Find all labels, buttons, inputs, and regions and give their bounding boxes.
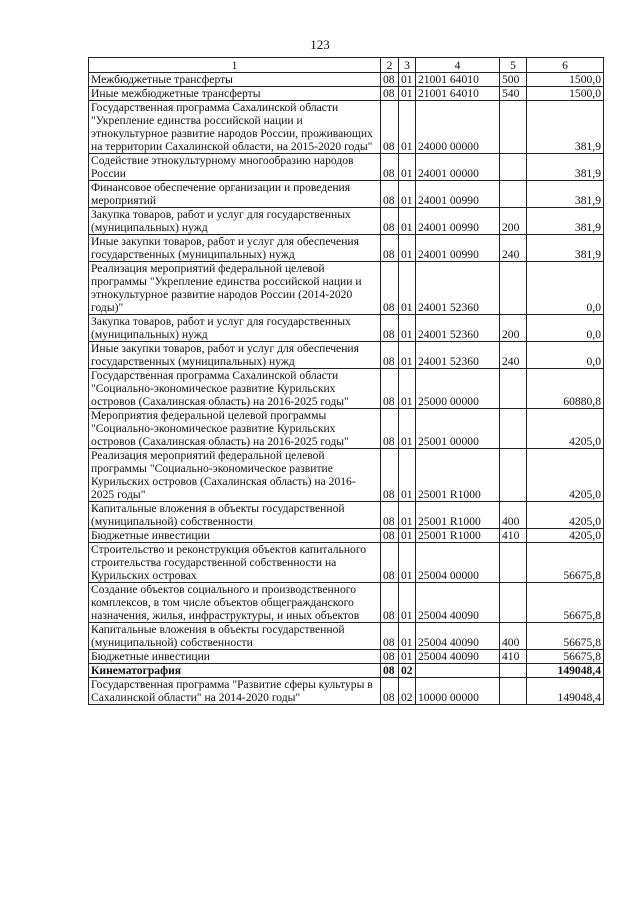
expense-type-cell bbox=[500, 181, 527, 208]
subsection-code-cell: 02 bbox=[399, 678, 416, 705]
expense-type-cell bbox=[500, 409, 527, 449]
subsection-code-cell: 01 bbox=[399, 101, 416, 154]
table-row bbox=[89, 87, 604, 101]
amount-cell: 56675,8 bbox=[527, 623, 604, 650]
subsection-code-cell: 01 bbox=[399, 623, 416, 650]
section-code-cell: 08 bbox=[381, 583, 399, 623]
subsection-code-cell: 01 bbox=[399, 529, 416, 543]
expense-type-cell bbox=[500, 449, 527, 502]
amount-cell: 4205,0 bbox=[527, 409, 604, 449]
amount-cell: 0,0 bbox=[527, 315, 604, 342]
section-code-cell: 08 bbox=[381, 529, 399, 543]
subsection-code-cell: 01 bbox=[399, 262, 416, 315]
expense-type-cell bbox=[500, 101, 527, 154]
table-row bbox=[89, 409, 604, 449]
section-code-cell: 08 bbox=[381, 664, 399, 678]
row-name-cell: Мероприятия федеральной целевой программы "Социально-экономическое развитие Курильских островов (Сахалинская область) на 2016-2025 годы" bbox=[89, 409, 381, 449]
section-code-cell: 08 bbox=[381, 449, 399, 502]
amount-cell: 381,9 bbox=[527, 181, 604, 208]
column-number-row bbox=[89, 58, 604, 73]
amount-cell: 149048,4 bbox=[527, 678, 604, 705]
target-article-cell: 25004 00000 bbox=[416, 543, 500, 583]
row-name-cell: Капитальные вложения в объекты государственной (муниципальной) собственности bbox=[89, 502, 381, 529]
section-code-cell: 08 bbox=[381, 369, 399, 409]
table-row bbox=[89, 664, 604, 678]
target-article-cell bbox=[416, 664, 500, 678]
subsection-code-cell: 01 bbox=[399, 154, 416, 181]
section-code-cell: 08 bbox=[381, 623, 399, 650]
section-code-cell: 08 bbox=[381, 342, 399, 369]
table-row bbox=[89, 154, 604, 181]
expense-type-cell: 400 bbox=[500, 502, 527, 529]
budget-table bbox=[88, 57, 604, 705]
section-code-cell: 08 bbox=[381, 101, 399, 154]
section-code-cell: 08 bbox=[381, 208, 399, 235]
row-name-cell: Капитальные вложения в объекты государственной (муниципальной) собственности bbox=[89, 623, 381, 650]
section-code-cell: 08 bbox=[381, 181, 399, 208]
row-name-cell: Государственная программа Сахалинской области "Социально-экономическое развитие Курильских островов (Сахалинская область) на 2016-2025 годы" bbox=[89, 369, 381, 409]
amount-cell: 381,9 bbox=[527, 235, 604, 262]
target-article-cell: 10000 00000 bbox=[416, 678, 500, 705]
amount-cell: 1500,0 bbox=[527, 73, 604, 87]
target-article-cell: 21001 64010 bbox=[416, 73, 500, 87]
amount-cell: 4205,0 bbox=[527, 529, 604, 543]
table-row bbox=[89, 543, 604, 583]
section-code-cell: 08 bbox=[381, 502, 399, 529]
target-article-cell: 24001 00990 bbox=[416, 208, 500, 235]
amount-cell: 381,9 bbox=[527, 154, 604, 181]
row-name-cell: Иные межбюджетные трансферты bbox=[89, 87, 381, 101]
row-name-cell: Межбюджетные трансферты bbox=[89, 73, 381, 87]
expense-type-cell: 240 bbox=[500, 342, 527, 369]
target-article-cell: 24000 00000 bbox=[416, 101, 500, 154]
expense-type-cell bbox=[500, 664, 527, 678]
expense-type-cell bbox=[500, 543, 527, 583]
expense-type-cell: 200 bbox=[500, 208, 527, 235]
section-code-cell: 08 bbox=[381, 235, 399, 262]
amount-cell: 56675,8 bbox=[527, 543, 604, 583]
target-article-cell: 25001 R1000 bbox=[416, 529, 500, 543]
target-article-cell: 24001 00000 bbox=[416, 154, 500, 181]
row-name-cell: Государственная программа "Развитие сферы культуры в Сахалинской области" на 2014-2020 годы" bbox=[89, 678, 381, 705]
column-header: 5 bbox=[500, 58, 527, 73]
section-code-cell: 08 bbox=[381, 73, 399, 87]
column-header: 3 bbox=[399, 58, 416, 73]
amount-cell: 60880,8 bbox=[527, 369, 604, 409]
subsection-code-cell: 01 bbox=[399, 342, 416, 369]
amount-cell: 0,0 bbox=[527, 262, 604, 315]
expense-type-cell bbox=[500, 678, 527, 705]
amount-cell: 56675,8 bbox=[527, 650, 604, 664]
expense-type-cell: 200 bbox=[500, 315, 527, 342]
target-article-cell: 24001 00990 bbox=[416, 235, 500, 262]
row-name-cell: Государственная программа Сахалинской области "Укрепление единства российской нации и этнокультурное развитие народов России, проживающих на территории Сахалинской области, на 2015-2020 годы" bbox=[89, 101, 381, 154]
table-row bbox=[89, 101, 604, 154]
section-code-cell: 08 bbox=[381, 543, 399, 583]
table-row bbox=[89, 369, 604, 409]
subsection-code-cell: 01 bbox=[399, 235, 416, 262]
expense-type-cell: 500 bbox=[500, 73, 527, 87]
expense-type-cell bbox=[500, 262, 527, 315]
target-article-cell: 25001 R1000 bbox=[416, 502, 500, 529]
column-header: 1 bbox=[89, 58, 381, 73]
row-name-cell: Реализация мероприятий федеральной целевой программы "Укрепление единства российской нации и этнокультурное развитие народов России (2014-2020 годы)" bbox=[89, 262, 381, 315]
amount-cell: 381,9 bbox=[527, 208, 604, 235]
amount-cell: 149048,4 bbox=[527, 664, 604, 678]
row-name-cell: Иные закупки товаров, работ и услуг для обеспечения государственных (муниципальных) нужд bbox=[89, 235, 381, 262]
table-row bbox=[89, 208, 604, 235]
row-name-cell: Финансовое обеспечение организации и проведения мероприятий bbox=[89, 181, 381, 208]
subsection-code-cell: 01 bbox=[399, 409, 416, 449]
target-article-cell: 24001 52360 bbox=[416, 262, 500, 315]
subsection-code-cell: 01 bbox=[399, 650, 416, 664]
row-name-cell: Кинематография bbox=[89, 664, 381, 678]
expense-type-cell: 410 bbox=[500, 650, 527, 664]
subsection-code-cell: 01 bbox=[399, 369, 416, 409]
target-article-cell: 25004 40090 bbox=[416, 650, 500, 664]
subsection-code-cell: 01 bbox=[399, 181, 416, 208]
section-code-cell: 08 bbox=[381, 650, 399, 664]
table-row bbox=[89, 449, 604, 502]
expense-type-cell: 400 bbox=[500, 623, 527, 650]
expense-type-cell: 410 bbox=[500, 529, 527, 543]
section-code-cell: 08 bbox=[381, 678, 399, 705]
amount-cell: 4205,0 bbox=[527, 502, 604, 529]
expense-type-cell bbox=[500, 583, 527, 623]
page-number: 123 bbox=[310, 37, 330, 52]
table-row bbox=[89, 73, 604, 87]
table-row bbox=[89, 678, 604, 705]
subsection-code-cell: 01 bbox=[399, 583, 416, 623]
section-code-cell: 08 bbox=[381, 315, 399, 342]
target-article-cell: 25001 00000 bbox=[416, 409, 500, 449]
subsection-code-cell: 01 bbox=[399, 208, 416, 235]
amount-cell: 4205,0 bbox=[527, 449, 604, 502]
subsection-code-cell: 02 bbox=[399, 664, 416, 678]
expense-type-cell bbox=[500, 369, 527, 409]
target-article-cell: 24001 52360 bbox=[416, 315, 500, 342]
amount-cell: 1500,0 bbox=[527, 87, 604, 101]
table-row bbox=[89, 502, 604, 529]
row-name-cell: Закупка товаров, работ и услуг для государственных (муниципальных) нужд bbox=[89, 315, 381, 342]
target-article-cell: 25000 00000 bbox=[416, 369, 500, 409]
table-row bbox=[89, 181, 604, 208]
table-row bbox=[89, 529, 604, 543]
row-name-cell: Строительство и реконструкция объектов капитального строительства государственной собственности на Курильских островах bbox=[89, 543, 381, 583]
target-article-cell: 21001 64010 bbox=[416, 87, 500, 101]
table-row bbox=[89, 623, 604, 650]
amount-cell: 381,9 bbox=[527, 101, 604, 154]
column-header: 4 bbox=[416, 58, 500, 73]
row-name-cell: Бюджетные инвестиции bbox=[89, 650, 381, 664]
section-code-cell: 08 bbox=[381, 262, 399, 315]
subsection-code-cell: 01 bbox=[399, 449, 416, 502]
row-name-cell: Иные закупки товаров, работ и услуг для обеспечения государственных (муниципальных) нужд bbox=[89, 342, 381, 369]
row-name-cell: Содействие этнокультурному многообразию народов России bbox=[89, 154, 381, 181]
subsection-code-cell: 01 bbox=[399, 502, 416, 529]
table-row bbox=[89, 342, 604, 369]
subsection-code-cell: 01 bbox=[399, 543, 416, 583]
section-code-cell: 08 bbox=[381, 87, 399, 101]
section-code-cell: 08 bbox=[381, 409, 399, 449]
table-row bbox=[89, 650, 604, 664]
column-header: 2 bbox=[381, 58, 399, 73]
expense-type-cell bbox=[500, 154, 527, 181]
target-article-cell: 25004 40090 bbox=[416, 583, 500, 623]
amount-cell: 0,0 bbox=[527, 342, 604, 369]
table-row bbox=[89, 235, 604, 262]
table-row bbox=[89, 262, 604, 315]
subsection-code-cell: 01 bbox=[399, 87, 416, 101]
row-name-cell: Реализация мероприятий федеральной целевой программы "Социально-экономическое развитие Курильских островов (Сахалинская область) на 2016-2025 годы" bbox=[89, 449, 381, 502]
row-name-cell: Закупка товаров, работ и услуг для государственных (муниципальных) нужд bbox=[89, 208, 381, 235]
target-article-cell: 25004 40090 bbox=[416, 623, 500, 650]
target-article-cell: 25001 R1000 bbox=[416, 449, 500, 502]
section-code-cell: 08 bbox=[381, 154, 399, 181]
table-row bbox=[89, 315, 604, 342]
row-name-cell: Создание объектов социального и производственного комплексов, в том числе объектов общегражданского назначения, жилья, инфраструктуры, и иных объектов bbox=[89, 583, 381, 623]
row-name-cell: Бюджетные инвестиции bbox=[89, 529, 381, 543]
subsection-code-cell: 01 bbox=[399, 73, 416, 87]
expense-type-cell: 240 bbox=[500, 235, 527, 262]
expense-type-cell: 540 bbox=[500, 87, 527, 101]
column-header: 6 bbox=[527, 58, 604, 73]
table-row bbox=[89, 583, 604, 623]
amount-cell: 56675,8 bbox=[527, 583, 604, 623]
target-article-cell: 24001 52360 bbox=[416, 342, 500, 369]
subsection-code-cell: 01 bbox=[399, 315, 416, 342]
target-article-cell: 24001 00990 bbox=[416, 181, 500, 208]
